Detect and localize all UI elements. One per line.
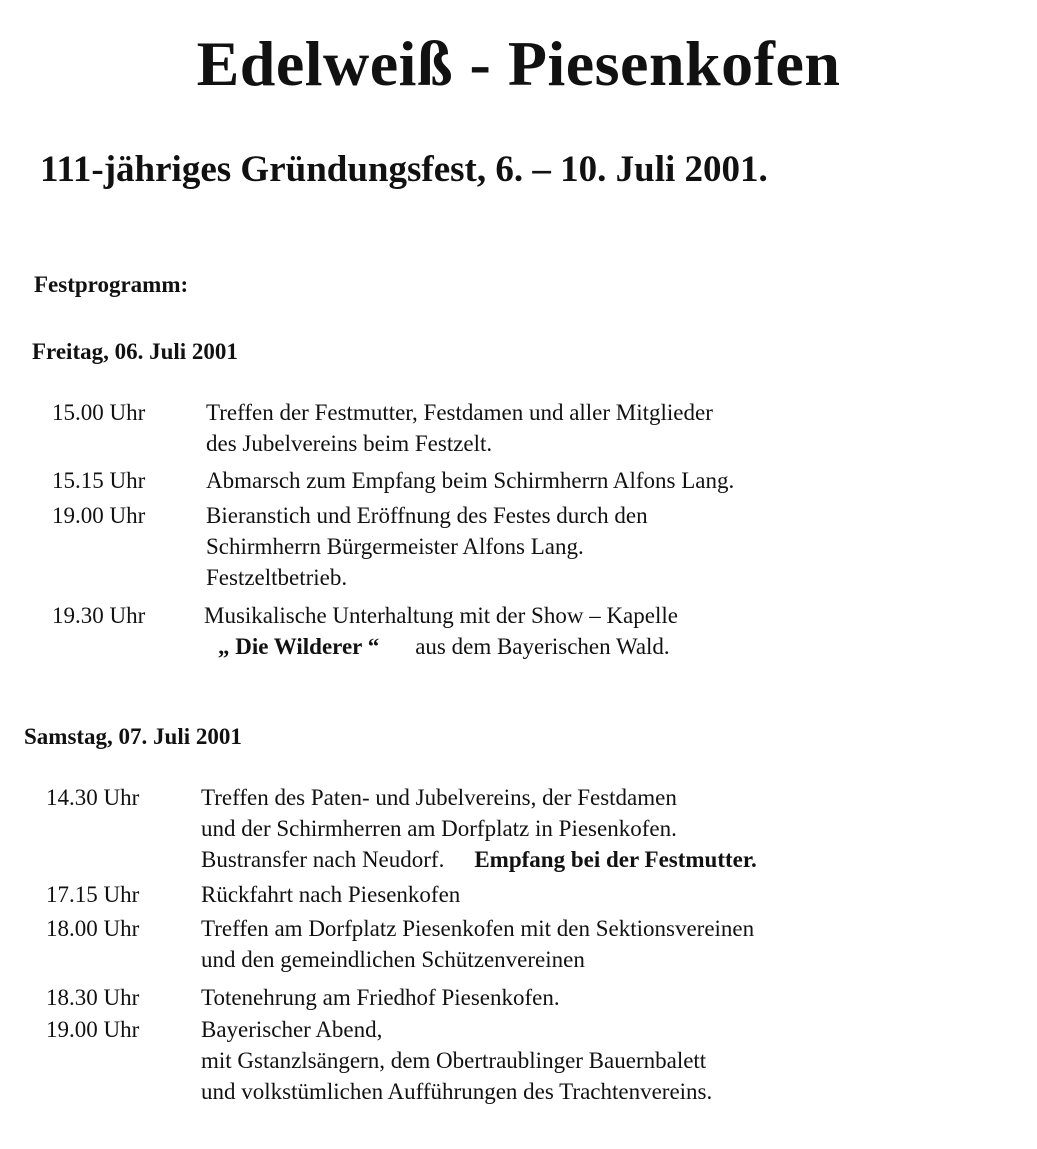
entry-time: 17.15 Uhr (46, 882, 140, 907)
entry-line: Bieranstich und Eröffnung des Festes durch den (206, 503, 648, 528)
bus-transfer: Bustransfer nach Neudorf. (201, 847, 445, 872)
program-label: Festprogramm: (34, 272, 189, 297)
entry-description (201, 913, 754, 975)
entry-line: des Jubelvereins beim Festzelt. (206, 431, 493, 456)
entry-time: 15.15 Uhr (52, 468, 146, 493)
entry-line: und volkstümlichen Aufführungen des Trachtenvereins. (201, 1079, 713, 1104)
page-subtitle: 111-jähriges Gründungsfest, 6. – 10. Juli 2001. (40, 149, 768, 190)
entry-description (201, 982, 560, 1013)
entry-time: 18.30 Uhr (46, 985, 140, 1010)
entry-line: Festzeltbetrieb. (206, 565, 348, 590)
entry-description (206, 397, 713, 459)
entry-line: und den gemeindlichen Schützenvereinen (201, 947, 585, 972)
entry-time: 14.30 Uhr (46, 785, 140, 810)
page-title: Edelweiß - Piesenkofen (196, 28, 841, 99)
entry-time: 15.00 Uhr (52, 400, 146, 425)
entry-line: Schirmherrn Bürgermeister Alfons Lang. (206, 534, 584, 559)
reception-note: Empfang bei der Festmutter. (474, 847, 757, 872)
entry-line-band (204, 631, 678, 662)
entry-time: 19.00 Uhr (46, 1017, 140, 1042)
entry-line: Musikalische Unterhaltung mit der Show – Kapelle (204, 603, 678, 628)
entry-time: 18.00 Uhr (46, 916, 140, 941)
entry-line: und der Schirmherren am Dorfplatz in Piesenkofen. (201, 816, 677, 841)
entry-description (201, 879, 460, 910)
entry-description (201, 782, 757, 875)
entry-description (204, 600, 678, 662)
entry-time: 19.30 Uhr (52, 603, 146, 628)
entry-line: Bayerischer Abend, (201, 1017, 383, 1042)
entry-line: Treffen am Dorfplatz Piesenkofen mit den Sektionsvereinen (201, 916, 755, 941)
day-heading-friday: Freitag, 06. Juli 2001 (32, 339, 238, 364)
entry-line: Totenehrung am Friedhof Piesenkofen. (201, 985, 560, 1010)
day-heading-saturday: Samstag, 07. Juli 2001 (24, 724, 242, 749)
band-name: „ Die Wilderer “ (218, 634, 380, 659)
band-origin: aus dem Bayerischen Wald. (415, 634, 670, 659)
entry-line: Rückfahrt nach Piesenkofen (201, 882, 461, 907)
entry-line-transfer (201, 844, 757, 875)
entry-line: Treffen des Paten- und Jubelvereins, der Festdamen (201, 785, 677, 810)
entry-time: 19.00 Uhr (52, 503, 146, 528)
entry-line: mit Gstanzlsängern, dem Obertraublinger Bauernbalett (201, 1048, 707, 1073)
entry-line: Abmarsch zum Empfang beim Schirmherrn Alfons Lang. (206, 468, 735, 493)
entry-line: Treffen der Festmutter, Festdamen und aller Mitglieder (206, 400, 713, 425)
entry-description (201, 1014, 712, 1107)
entry-description (206, 465, 734, 496)
entry-description (206, 500, 648, 593)
